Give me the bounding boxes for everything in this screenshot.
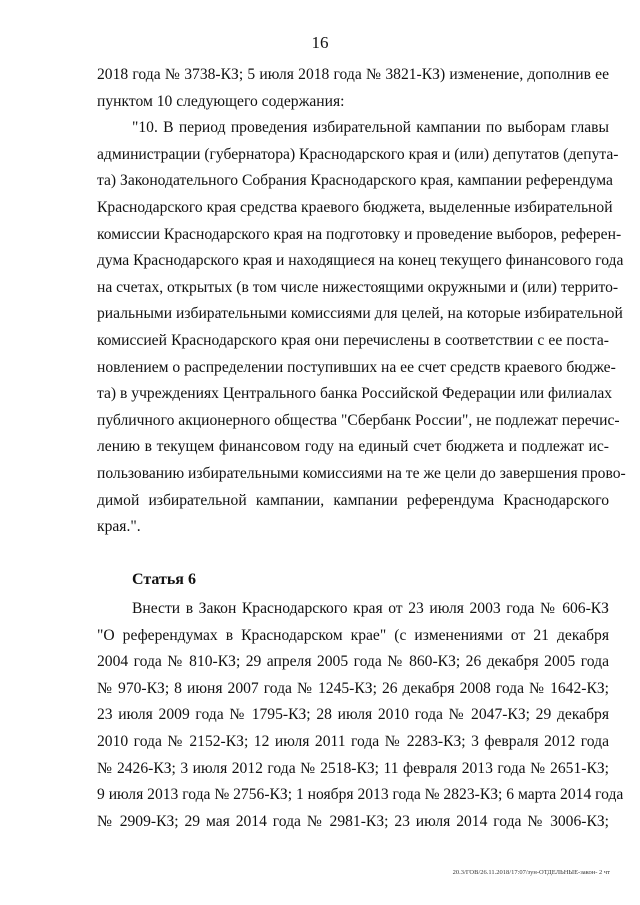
text-line: 9 июля 2013 года № 2756-КЗ; 1 ноября 2013 года № 2823-КЗ; 6 марта 2014 года	[97, 786, 624, 804]
text-line: "10. В период проведения избирательной кампании по выборам главы	[132, 119, 609, 137]
text-line: на счетах, открытых (в том числе нижестоящими окружными и (или) террито-	[97, 278, 619, 296]
text-line: новлением о распределении поступивших на ее счет средств краевого бюдже-	[97, 358, 616, 376]
text-line: 2018 года № 3738-КЗ; 5 июля 2018 года № 3821-КЗ) изменение, дополнив ее	[97, 66, 609, 83]
text-line: та) в учреждениях Центрального банка Российской Федерации или филиалах	[97, 385, 613, 403]
article-heading: Статья 6	[132, 571, 196, 588]
text-line: 2004 года № 810-КЗ; 29 апреля 2005 года № 860-КЗ; 26 декабря 2005 года	[97, 653, 609, 671]
text-line: дума Краснодарского края и находящиеся на конец текущего финансового года	[97, 252, 624, 270]
text-line: риальными избирательными комиссиями для целей, на которые избирательной	[97, 305, 623, 323]
text-line: 2010 года № 2152-КЗ; 12 июля 2011 года № 2283-КЗ; 3 февраля 2012 года	[97, 732, 609, 750]
amendment-paragraph	[97, 62, 626, 541]
text-line: лению в текущем финансовом году на единый счет бюджета и подлежат ис-	[97, 438, 609, 456]
text-line: № 2426-КЗ; 3 июля 2012 года № 2518-КЗ; 11 февраля 2013 года № 2651-КЗ;	[97, 759, 609, 777]
text-line: Краснодарского края средства краевого бюджета, выделенные избирательной	[97, 198, 613, 216]
document-footer-code: 20.3/ГОВ/26.11.2018/17:07/зун-ОТДЕЛЬНЫЕ-закон- 2 чт	[452, 869, 610, 876]
text-line: "О референдумах в Краснодарском крае" (с изменениями от 21 декабря	[97, 626, 609, 644]
text-line: администрации (губернатора) Краснодарского края и (или) депутатов (депута-	[97, 145, 619, 163]
text-line: пунктом 10 следующего содержания:	[97, 92, 345, 110]
text-line: № 970-КЗ; 8 июня 2007 года № 1245-КЗ; 26 декабря 2008 года № 1642-КЗ;	[97, 679, 609, 697]
text-line: димой избирательной кампании, кампании референдума Краснодарского	[97, 491, 609, 509]
text-line: комиссии Краснодарского края на подготовку и проведение выборов, референ-	[97, 225, 622, 243]
text-line: та) Законодательного Собрания Краснодарского края, кампании референдума	[97, 172, 613, 190]
text-line: публичного акционерного общества "Сбербанк России", не подлежат перечис-	[97, 411, 620, 429]
text-line: 23 июля 2009 года № 1795-КЗ; 28 июля 2010 года № 2047-КЗ; 29 декабря	[97, 706, 609, 724]
text-line: края.".	[97, 518, 141, 536]
text-line: Внести в Закон Краснодарского края от 23 июля 2003 года № 606-КЗ	[132, 600, 609, 617]
article-paragraph	[97, 596, 624, 835]
page-number: 16	[311, 33, 329, 52]
text-line: № 2909-КЗ; 29 мая 2014 года № 2981-КЗ; 23 июля 2014 года № 3006-КЗ;	[97, 812, 609, 830]
text-line: пользованию избирательными комиссиями на те же цели до завершения прово-	[97, 464, 626, 482]
text-line: комиссией Краснодарского края они перечислены в соответствии с ее поста-	[97, 331, 609, 349]
